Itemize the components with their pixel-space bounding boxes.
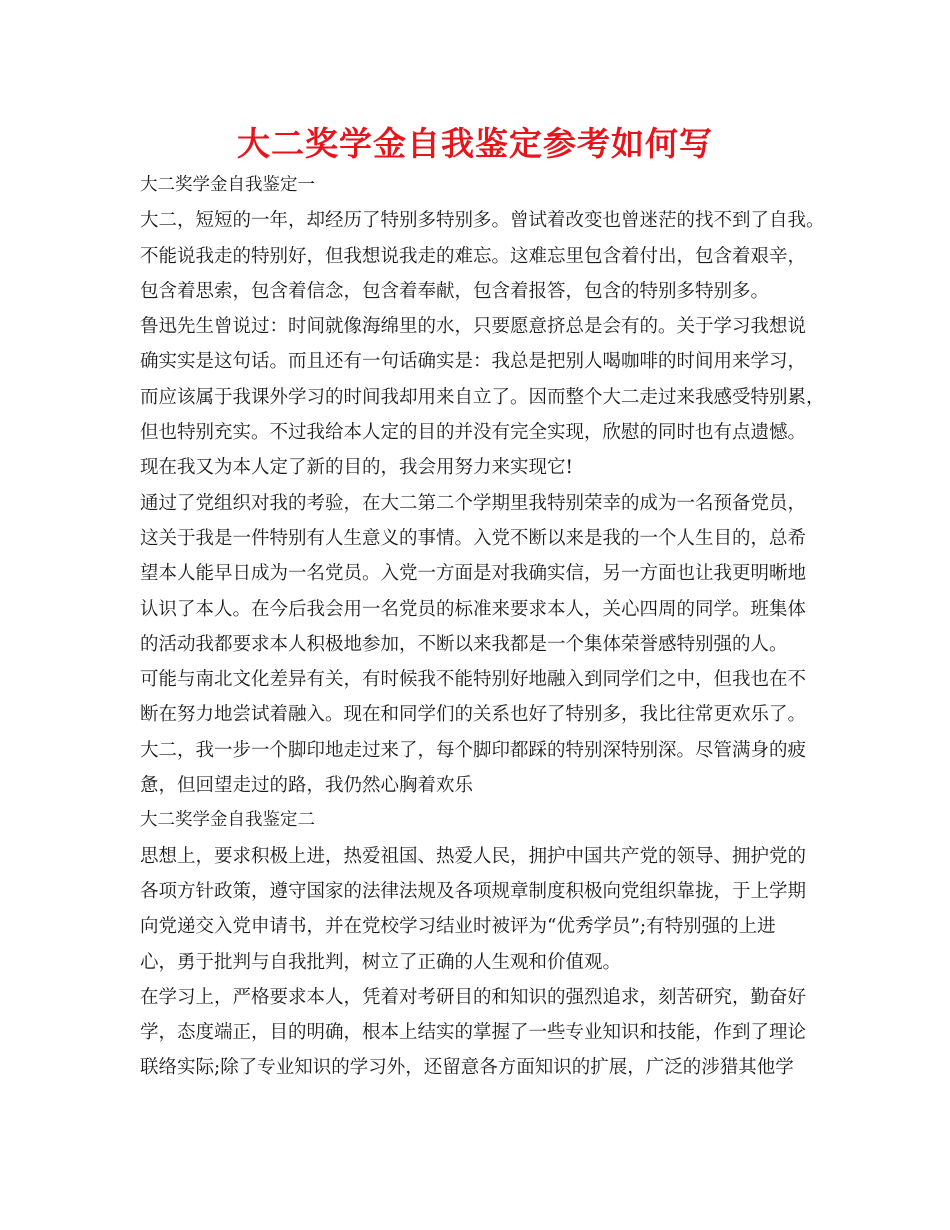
text-line: 学，态度端正，目的明确，根本上结实的掌握了一些专业知识和技能，作到了理论 — [140, 1022, 807, 1044]
text-line: 通过了党组织对我的考验，在大二第二个学期里我特别荣幸的成为一名预备党员， — [140, 492, 807, 514]
document-title: 大二奖学金自我鉴定参考如何写 — [237, 124, 713, 163]
text-line: 大二，短短的一年，却经历了特别多特别多。曾试着改变也曾迷茫的找不到了自我。 — [140, 210, 825, 232]
text-line: 心，勇于批判与自我批判，树立了正确的人生观和价值观。 — [140, 951, 622, 973]
text-line: 这关于我是一件特别有人生意义的事情。入党不断以来是我的一个人生目的，总希 — [140, 527, 807, 549]
text-line: 思想上，要求积极上进，热爱祖国、热爱人民，拥护中国共产党的领导、拥护党的 — [140, 845, 807, 867]
text-line: 联络实际;除了专业知识的学习外，还留意各方面知识的扩展，广泛的涉猎其他学 — [140, 1057, 794, 1079]
section-heading: 大二奖学金自我鉴定一 — [140, 175, 315, 195]
text-line: 可能与南北文化差异有关，有时候我不能特别好地融入到同学们之中，但我也在不 — [140, 669, 807, 691]
text-line: 断在努力地尝试着融入。现在和同学们的关系也好了特别多，我比往常更欢乐了。 — [140, 704, 807, 726]
section-heading: 大二奖学金自我鉴定二 — [140, 810, 315, 831]
text-line: 但也特别充实。不过我给本人定的目的并没有完全实现，欣慰的同时也有点遗憾。 — [140, 422, 807, 444]
text-line: 大二，我一步一个脚印地走过来了，每个脚印都踩的特别深特别深。尽管满身的疲 — [140, 739, 807, 761]
text-line: 向党递交入党申请书，并在党校学习结业时被评为“优秀学员”;有特别强的上进 — [140, 916, 776, 938]
text-line: 不能说我走的特别好，但我想说我走的难忘。这难忘里包含着付出，包含着艰辛， — [140, 245, 807, 267]
text-line: 的活动我都要求本人积极地参加，不断以来我都是一个集体荣誉感特别强的人。 — [140, 633, 788, 655]
text-line: 鲁迅先生曾说过：时间就像海绵里的水，只要愿意挤总是会有的。关于学习我想说 — [140, 316, 807, 338]
document-body — [140, 168, 830, 1086]
text-line: 望本人能早日成为一名党员。入党一方面是对我确实信，另一方面也让我更明晰地 — [140, 563, 807, 585]
text-line: 现在我又为本人定了新的目的，我会用努力来实现它! — [140, 457, 573, 479]
text-line: 惫，但回望走过的路，我仍然心胸着欢乐 — [140, 775, 474, 797]
text-line: 包含着思索，包含着信念，包含着奉献，包含着报答，包含的特别多特别多。 — [140, 280, 770, 302]
text-line: 确实实是这句话。而且还有一句话确实是：我总是把别人喝咖啡的时间用来学习， — [140, 351, 807, 373]
text-line: 在学习上，严格要求本人，凭着对考研目的和知识的强烈追求，刻苦研究，勤奋好 — [140, 986, 807, 1008]
text-line: 而应该属于我课外学习的时间我却用来自立了。因而整个大二走过来我感受特别累， — [140, 386, 825, 408]
text-line: 各项方针政策，遵守国家的法律法规及各项规章制度积极向党组织靠拢，于上学期 — [140, 880, 807, 902]
text-line: 认识了本人。在今后我会用一名党员的标准来要求本人，关心四周的同学。班集体 — [140, 598, 807, 620]
